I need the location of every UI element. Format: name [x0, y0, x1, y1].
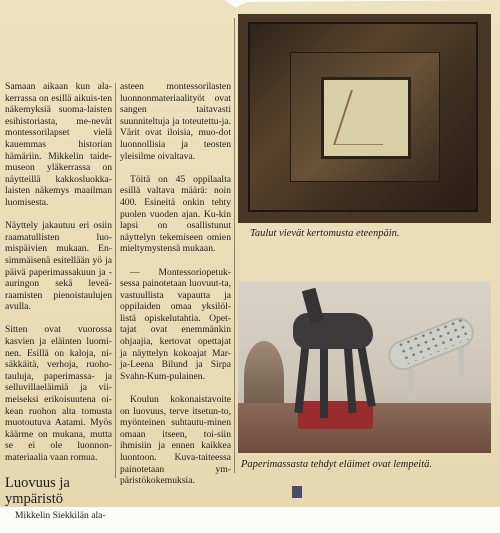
- photo-caption: Taulut vievät kertomusta eteenpäin.: [250, 228, 400, 239]
- photo-frame-middle: [290, 52, 440, 182]
- animal-leg: [356, 339, 376, 407]
- subheading: Luovuus ja ympäristö: [5, 475, 70, 508]
- photo-caption: Paperimassasta tehdyt eläimet ovat lempeitä.: [241, 459, 433, 470]
- paragraph: — Montessoriopetuk-sessa painotetaan luovuut-ta, vastuullista vapautta ja oppilaiden omaa yksilöl-listä opiskelutahtia. Opet-tajat ovat enemmänkin ohjaajia, kertovat opettajat ja näyttelyn kokoajat Mar-ja-Leena Bilund ja Sirpa Svahn-Kum-pulainen.: [120, 266, 231, 382]
- photo-figure-left: [244, 341, 284, 411]
- paragraph: Samaan aikaan kun ala-kerrassa on esillä aikuis-ten näkemyksiä suoma-laisten esihistoriasta, me-nevät montessorilapset vielä kauemmas historian hämäriin. Mikkelin taide-museon yläkerrassa on näytteillä kakkosluokka-laisten näkemys maailman luomisesta.: [5, 81, 112, 208]
- paragraph: Koulun kokonaistavoite on luovuus, terve itsetun-to, myönteinen suhtautu-minen omaan itseen, toi-siin ihmisiin ja ennen kaikkea luontoon. Kuva-taiteessa painotetaan ym-päristökokemuksia.: [120, 394, 231, 487]
- photo-papier-mache-animals: [238, 281, 491, 453]
- paragraph: Näyttely jakautuu eri osiin raamatullisten luo-mispäivien mukaan. En-simmäisenä esitellään yö ja päivä paperimassakuun ja -auringon sekä leveä-raamisten pienoistaulujen avulla.: [5, 220, 112, 313]
- paragraph: Sitten ovat vuorossa kasvien ja eläinten luomi-nen. Esillä on kaloja, ni-säkkäitä, verhoja, ruoho-tauluja, paperimassa- ja selluvillaeläimiä ja vii-meiseksi erikoisuutena oi-kean ruohon alta tomusta muotoutuva Aatami. Myös käärme on mukana, mutta se ei ole luonnon-materiaalia vaan romua.: [5, 324, 112, 463]
- article-column-2: [120, 81, 231, 498]
- photo-frame-inner: [321, 77, 411, 159]
- photo-sketch-detail: [333, 90, 401, 145]
- paragraph: Töitä on 45 oppilaalta esillä valtava määrä: noin 400. Esineitä onkin tehty puolen vuoden ajan. Ku-kin lapsi on osallistunut näyttelyn tekemiseen omien mieltymystensä mukaan.: [120, 173, 231, 255]
- column-divider: [234, 18, 235, 473]
- photo-red-base: [298, 401, 373, 429]
- paragraph: asteen montessorilasten luonnonmateriaalityöt ovat sangen taitavasti suunniteltuja ja toteutettu-ja. Värit ovat iloisia, muo-dot luonnollisia ja teosten yleisilme oivaltava.: [120, 81, 231, 162]
- article-column-1: [5, 81, 112, 533]
- photo-frame-outer: [248, 22, 478, 212]
- animal-leg: [320, 343, 328, 418]
- column-divider: [115, 83, 116, 478]
- photo-framed-pictures: [238, 14, 491, 223]
- paragraph: Mikkelin Siekkilän ala-: [15, 510, 106, 522]
- color-registration-mark: [292, 486, 302, 498]
- animal-body: [293, 313, 373, 349]
